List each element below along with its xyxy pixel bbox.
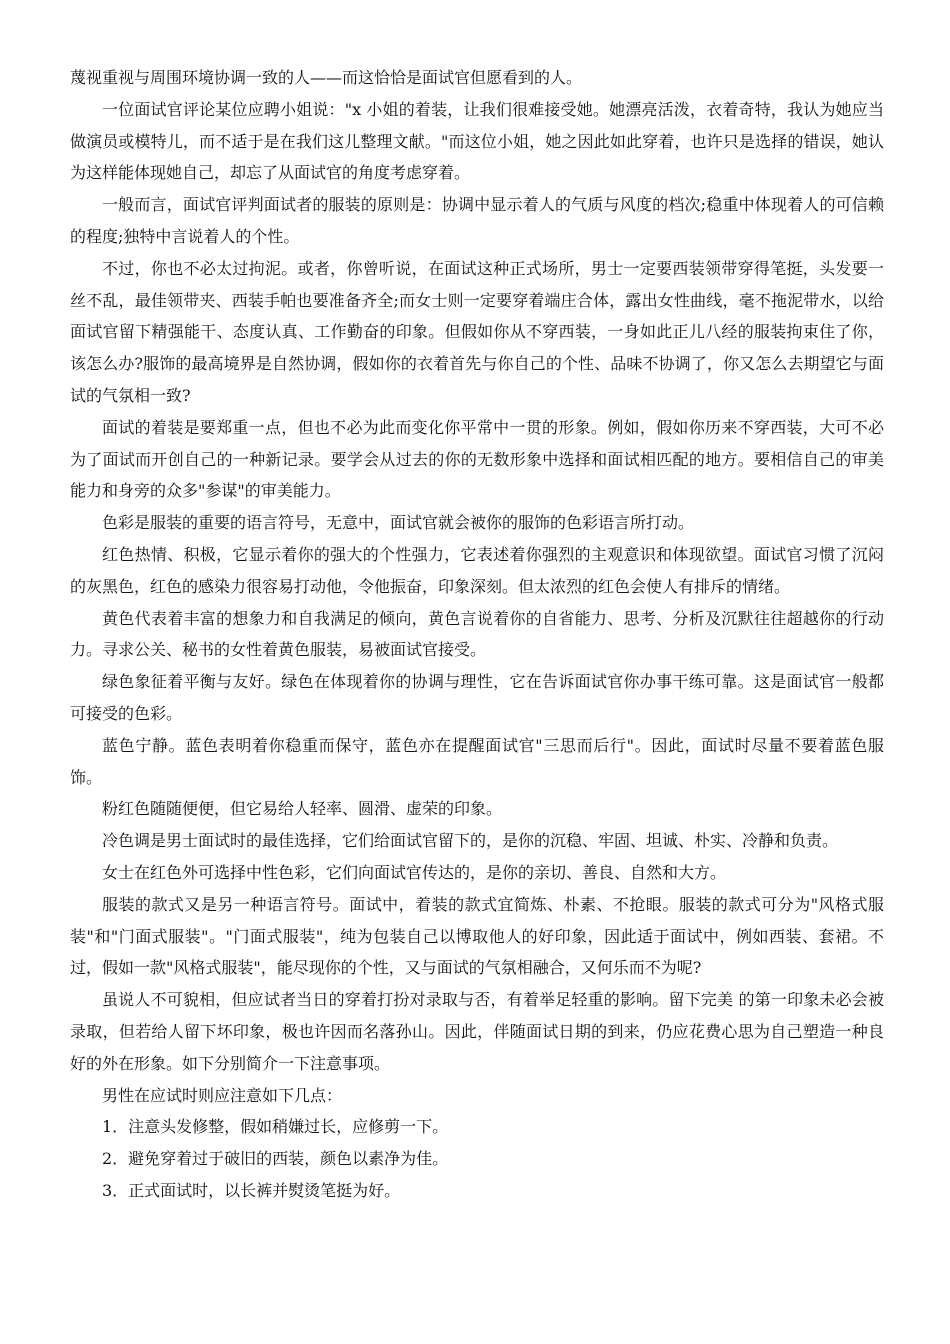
paragraph-yellow: 黄色代表着丰富的想象力和自我满足的倾向，黄色言说着你的自省能力、思考、分析及沉默往往超越你的行动力。寻求公关、秘书的女性着黄色服装，易被面试官接受。 <box>70 608 884 660</box>
paragraph-red: 红色热情、积极，它显示着你的强大的个性强力，它表述着你强烈的主观意识和体现欲望。面试官习惯了沉闷的灰黑色，红色的感染力很容易打动他，令他振奋，印象深刻。但太浓烈的红色会使人有排斥的情绪。 <box>70 544 884 596</box>
list-item: 2．避免穿着过于破旧的西装，颜色以素净为佳。 <box>102 1149 449 1169</box>
paragraph-color-language: 色彩是服装的重要的语言符号，无意中，面试官就会被你的服饰的色彩语言所打动。 <box>102 513 695 533</box>
list-item: 3．正式面试时，以长裤并熨烫笔挺为好。 <box>102 1180 401 1200</box>
paragraph-green: 绿色象征着平衡与友好。绿色在体现着你的协调与理性，它在告诉面试官你办事干练可靠。这是面试官一般都可接受的色彩。 <box>70 672 884 723</box>
paragraph-interviewer-comment: 一位面试官评论某位应聘小姐说："x 小姐的着装，让我们很难接受她。她漂亮活泼，衣着奇特，我认为她应当做演员或模特儿，而不适于是在我们这儿整理文献。"而这位小姐，她之因此如此穿着，也许只是选择的错误，她认为这样能体现她自己，却忘了从面试官的角度考虑穿着。 <box>70 99 884 183</box>
paragraph-blue: 蓝色宁静。蓝色表明着你稳重而保守，蓝色亦在提醒面试官"三思而后行"。因此，面试时尽量不要着蓝色服饰。 <box>70 735 884 787</box>
list-item: 1．注意头发修整，假如稍嫌过长，应修剪一下。 <box>102 1117 449 1137</box>
paragraph-pink: 粉红色随随便便，但它易给人轻率、圆滑、虚荣的印象。 <box>102 799 503 819</box>
paragraph-not-too-rigid: 不过，你也不必太过拘泥。或者，你曾听说，在面试这种正式场所，男士一定要西装领带穿得笔挺，头发要一丝不乱，最佳领带夹、西装手帕也要准备齐全;而女士则一定要穿着端庄合体，露出女性曲线，毫不拖泥带水，以给面试官留下精强能干、态度认真、工作勤奋的印象。但假如你从不穿西装，一身如此正儿八经的服装拘束住了你，该怎么办?服饰的最高境界是自然协调，假如你的衣着首先与你自己的个性、品味不协调了，你又怎么去期望它与面试的气氛相一致? <box>70 258 884 405</box>
paragraph-cool-tones: 冷色调是男士面试时的最佳选择，它们给面试官留下的，是你的沉稳、牢固、坦诚、朴实、冷静和负责。 <box>102 831 839 851</box>
paragraph-women-colors: 女士在红色外可选择中性色彩，它们向面试官传达的，是你的亲切、善良、自然和大方。 <box>102 862 727 882</box>
paragraph-first-impression: 虽说人不可貌相，但应试者当日的穿着打扮对录取与否，有着举足轻重的影响。留下完美 的第一印象未必会被录取，但若给人留下坏印象，极也许因而名落孙山。因此，伴随面试日期的到来，仍应花费心思为自己塑造一种良好的外在形象。如下分别简介一下注意事项。 <box>70 990 884 1073</box>
document-body <box>70 62 884 1207</box>
paragraph-formal-attire: 面试的着装是要郑重一点，但也不必为此而变化你平常中一贯的形象。例如，假如你历来不穿西装，大可不必为了面试而开创自己的一种新记录。要学会从过去的你的无数形象中选择和面试相匹配的地方。要相信自己的审美能力和身旁的众多"参谋"的审美能力。 <box>70 417 884 501</box>
paragraph-style: 服装的款式又是另一种语言符号。面试中，着装的款式宜简炼、朴素、不抢眼。服装的款式可分为"风格式服装"和"门面式服装"。"门面式服装"，纯为包装自己以博取他人的好印象，因此适于面试中，例如西装、套裙。不过，假如一款"风格式服装"，能尽现你的个性，又与面试的气氛相融合，又何乐而不为呢? <box>70 894 884 978</box>
paragraph-judging-principles: 一般而言，面试官评判面试者的服装的原则是：协调中显示着人的气质与风度的档次;稳重中体现着人的可信赖的程度;独特中言说着人的个性。 <box>70 195 884 246</box>
paragraph-continuation: 蔑视重视与周围环境协调一致的人——而这恰恰是面试官但愿看到的人。 <box>70 68 583 87</box>
paragraph-men-notes-intro: 男性在应试时则应注意如下几点： <box>102 1085 343 1105</box>
